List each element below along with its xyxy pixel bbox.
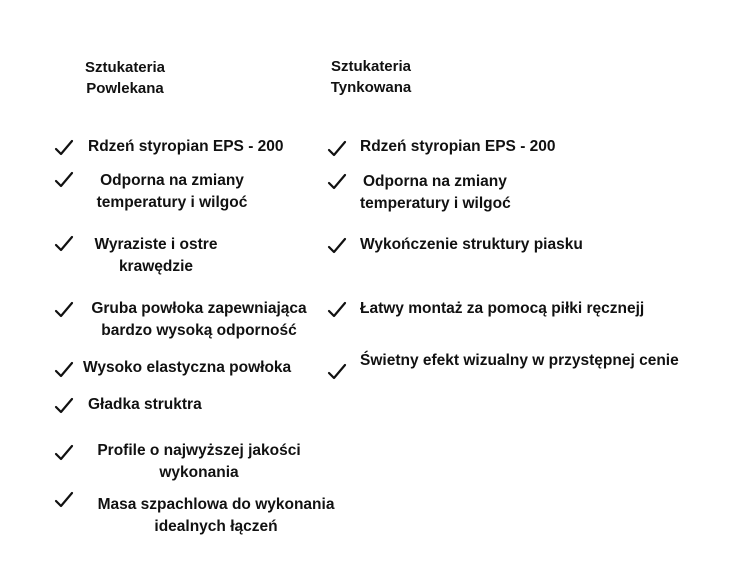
column-title-line2: Powlekana bbox=[86, 80, 164, 97]
feature-text: Świetny efekt wizualny w przystępnej cenie bbox=[360, 352, 679, 369]
feature-item bbox=[88, 136, 284, 158]
check-icon bbox=[54, 490, 74, 510]
feature-item bbox=[83, 357, 291, 379]
feature-item bbox=[84, 494, 348, 538]
feature-item bbox=[86, 440, 312, 484]
feature-text: Rdzeń styropian EPS - 200 bbox=[88, 138, 284, 155]
feature-text: Rdzeń styropian EPS - 200 bbox=[360, 138, 556, 155]
check-icon bbox=[327, 300, 347, 320]
check-icon bbox=[54, 300, 74, 320]
feature-item bbox=[88, 394, 202, 416]
check-icon bbox=[54, 396, 74, 416]
feature-text: Odporna na zmiany bbox=[100, 172, 244, 189]
column-title-tynkowana bbox=[306, 56, 436, 98]
check-icon bbox=[54, 360, 74, 380]
feature-text: idealnych łączeń bbox=[154, 518, 278, 535]
feature-item bbox=[360, 298, 644, 320]
check-icon bbox=[54, 138, 74, 158]
feature-item bbox=[360, 136, 556, 158]
feature-text: Profile o najwyższej jakości bbox=[97, 442, 301, 459]
check-icon bbox=[54, 170, 74, 190]
feature-text: temperatury i wilgoć bbox=[360, 195, 511, 212]
check-icon bbox=[54, 234, 74, 254]
column-title-line2: Tynkowana bbox=[330, 79, 412, 96]
column-title-powlekana bbox=[60, 57, 190, 99]
feature-item bbox=[80, 298, 318, 342]
check-icon bbox=[54, 443, 74, 463]
feature-text: Wysoko elastyczna powłoka bbox=[83, 359, 292, 376]
feature-text: bardzo wysoką odporność bbox=[101, 322, 297, 339]
check-icon bbox=[327, 172, 347, 192]
feature-text: temperatury i wilgoć bbox=[96, 194, 248, 211]
feature-text: Łatwy montaż za pomocą piłki ręcznejj bbox=[360, 300, 645, 317]
feature-item bbox=[86, 170, 258, 214]
feature-text: Wyraziste i ostre bbox=[94, 236, 218, 253]
check-icon bbox=[327, 362, 347, 382]
column-title-line1: Sztukateria bbox=[84, 59, 166, 76]
feature-item bbox=[360, 234, 583, 256]
feature-text: Masa szpachlowa do wykonania bbox=[97, 496, 335, 513]
check-icon bbox=[327, 139, 347, 159]
feature-item bbox=[80, 234, 232, 278]
feature-text: Wykończenie struktury piasku bbox=[360, 236, 583, 253]
feature-text: Gładka struktra bbox=[88, 396, 202, 413]
column-title-line1: Sztukateria bbox=[330, 58, 412, 75]
feature-item bbox=[360, 350, 679, 372]
feature-text: Odporna na zmiany bbox=[363, 173, 507, 190]
feature-text: krawędzie bbox=[118, 258, 194, 275]
check-icon bbox=[327, 236, 347, 256]
feature-text: Gruba powłoka zapewniająca bbox=[91, 300, 307, 317]
feature-item bbox=[360, 171, 511, 215]
feature-text: wykonania bbox=[159, 464, 239, 481]
